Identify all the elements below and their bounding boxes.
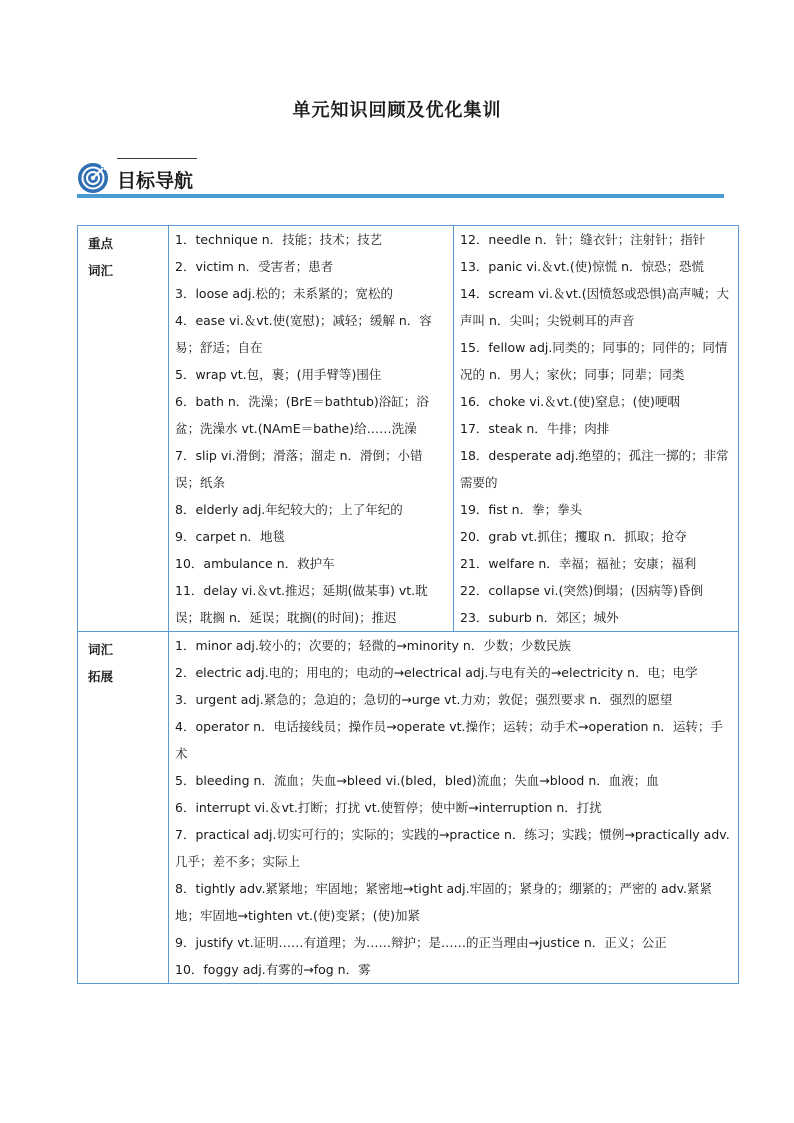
category-label: 词汇	[88, 642, 114, 657]
target-icon	[77, 162, 109, 194]
vocab-column-right	[454, 226, 739, 632]
category-label: 拓展	[88, 669, 114, 684]
list-item: 14．scream vi.＆vt.(因愤怒或恐惧)高声喊；大声叫 n．尖叫；尖锐刺耳的声音	[460, 286, 730, 328]
table-row	[78, 226, 739, 632]
list-item: 23．suburb n．郊区；城外	[460, 610, 619, 625]
list-item: 8．tightly adv.紧紧地；牢固地；紧密地→tight adj.牢固的；紧身的；绷紧的；严密的 adv.紧紧地；牢固地→tighten vt.(使)变紧；(使)加紧	[175, 881, 713, 923]
list-item: 9．carpet n．地毯	[175, 529, 286, 544]
list-item: 9．justify vt.证明……有道理；为……辩护；是……的正当理由→justice n．正义；公正	[175, 935, 667, 950]
list-item: 2．electric adj.电的；用电的；电动的→electrical adj.与电有关的→electricity n．电；电学	[175, 665, 698, 680]
list-item: 13．panic vi.＆vt.(使)惊慌 n．惊恐；恐慌	[460, 259, 705, 274]
list-item: 19．fist n．拳；拳头	[460, 502, 583, 517]
list-item: 10．ambulance n．救护车	[175, 556, 335, 571]
list-item: 15．fellow adj.同类的；同事的；同伴的；同情况的 n．男人；家伙；同事；同辈；同类	[460, 340, 728, 382]
section-header	[77, 156, 724, 200]
category-cell	[78, 632, 169, 984]
list-item: 12．needle n．针；缝衣针；注射针；指针	[460, 232, 706, 247]
list-item: 6．bath n．洗澡；(BrE＝bathtub)浴缸；浴盆；洗澡水 vt.(NAmE＝bathe)给……洗澡	[175, 394, 429, 436]
category-cell	[78, 226, 169, 632]
list-item: 1．minor adj.较小的；次要的；轻微的→minority n．少数；少数民族	[175, 638, 571, 653]
section-heading: 目标导航	[117, 170, 194, 192]
list-item: 16．choke vi.＆vt.(使)窒息；(使)哽咽	[460, 394, 680, 409]
list-item: 7．practical adj.切实可行的；实际的；实践的→practice n．练习；实践；惯例→practically adv.几乎；差不多；实际上	[175, 827, 730, 869]
table-row	[78, 632, 739, 984]
list-item: 3．loose adj.松的；未系紧的；宽松的	[175, 286, 393, 301]
list-item: 8．elderly adj.年纪较大的；上了年纪的	[175, 502, 403, 517]
list-item: 1．technique n．技能；技术；技艺	[175, 232, 383, 247]
list-item: 2．victim n．受害者；患者	[175, 259, 334, 274]
list-item: 5．bleeding n．流血；失血→bleed vi.(bled，bled)流血；失血→blood n．血液；血	[175, 773, 659, 788]
category-label: 词汇	[88, 263, 114, 278]
list-item: 20．grab vt.抓住；攫取 n．抓取；抢夺	[460, 529, 687, 544]
category-label: 重点	[88, 236, 114, 251]
list-item: 17．steak n．牛排；肉排	[460, 421, 610, 436]
list-item: 10．foggy adj.有雾的→fog n．雾	[175, 962, 371, 977]
list-item: 3．urgent adj.紧急的；急迫的；急切的→urge vt.力劝；敦促；强烈要求 n．强烈的愿望	[175, 692, 673, 707]
page-title: 单元知识回顾及优化集训	[292, 100, 502, 121]
list-item: 11．delay vi.＆vt.推迟；延期(做某事) vt.耽误；耽搁 n．延误；耽搁(的时间)；推迟	[175, 583, 428, 625]
vocab-column-left	[169, 226, 454, 632]
vocab-expansion-column	[169, 632, 739, 984]
list-item: 5．wrap vt.包，裹；(用手臂等)围住	[175, 367, 382, 382]
section-underline	[77, 194, 724, 198]
list-item: 22．collapse vi.(突然)倒塌；(因病等)昏倒	[460, 583, 703, 598]
list-item: 4．ease vi.＆vt.使(宽慰)；减轻；缓解 n．容易；舒适；自在	[175, 313, 432, 355]
list-item: 6．interrupt vi.＆vt.打断；打扰 vt.使暂停；使中断→interruption n．打扰	[175, 800, 602, 815]
header-divider	[117, 158, 197, 159]
list-item: 21．welfare n．幸福；福祉；安康；福利	[460, 556, 697, 571]
vocabulary-table	[77, 225, 739, 984]
list-item: 4．operator n．电话接线员；操作员→operate vt.操作；运转；动手术→operation n．运转；手术	[175, 719, 723, 761]
list-item: 7．slip vi.滑倒；滑落；溜走 n．滑倒；小错误；纸条	[175, 448, 423, 490]
list-item: 18．desperate adj.绝望的；孤注一掷的；非常需要的	[460, 448, 729, 490]
